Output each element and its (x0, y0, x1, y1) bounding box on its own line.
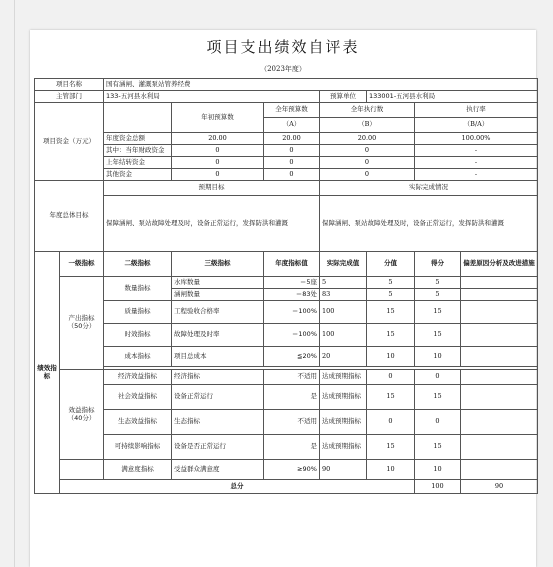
level3-cell: 工程验收合格率 (172, 301, 264, 324)
quantity-label: 数量指标 (104, 277, 172, 301)
score-cell: 0 (367, 410, 415, 435)
year-label: （2023年度） (260, 65, 306, 73)
level2-cell: 可持续影响指标 (104, 435, 172, 460)
hdr-level3: 三级指标 (172, 252, 264, 277)
reason-cell (461, 277, 538, 289)
total-got: 90 (461, 480, 538, 494)
goals-actual-label: 实际完成情况 (320, 181, 538, 196)
level3-cell: 经济指标 (172, 370, 264, 385)
actual-cell: 达成预期指标 (320, 410, 367, 435)
row-goals-header (35, 181, 538, 196)
level2-cell: 时效指标 (104, 324, 172, 347)
score-cell: 15 (367, 385, 415, 410)
document-sheet (30, 30, 536, 567)
reason-cell (461, 435, 538, 460)
reason-cell (461, 347, 538, 367)
page-title: 项目支出绩效自评表 (206, 38, 360, 56)
actual-cell: 达成预期指标 (320, 435, 367, 460)
target-cell: ＝100% (264, 301, 320, 324)
funds-initial: 0 (172, 157, 264, 169)
table-row (35, 277, 538, 289)
level3-cell: 受益群众满意度 (172, 460, 264, 480)
funds-initial: 0 (172, 169, 264, 181)
table-row (35, 324, 538, 347)
col-initial-budget: 年初预算数 (172, 103, 264, 133)
total-label: 总分 (60, 480, 415, 494)
row-funds-header-1 (35, 103, 538, 118)
level2-cell: 经济效益指标 (104, 370, 172, 385)
reason-cell (461, 301, 538, 324)
target-cell: ＝5座 (264, 277, 320, 289)
total-score: 100 (415, 480, 461, 494)
budget-unit-value: 133001-五河县水利局 (367, 91, 538, 103)
row-goals-content (35, 196, 538, 252)
funds-row-label: 年度资金总额 (104, 133, 172, 145)
satisfaction-blank (60, 460, 104, 480)
funds-rate: 100.00% (415, 133, 538, 145)
row-department (35, 91, 538, 103)
target-cell: 不适用 (264, 410, 320, 435)
score-cell: 0 (367, 370, 415, 385)
reason-cell (461, 410, 538, 435)
funds-label: 项目资金（万元） (35, 103, 104, 181)
funds-row-label: 上年结转资金 (104, 157, 172, 169)
funds-rate: - (415, 157, 538, 169)
got-cell: 0 (415, 370, 461, 385)
funds-full: 20.00 (264, 133, 320, 145)
funds-initial: 20.00 (172, 133, 264, 145)
table-row (35, 460, 538, 480)
project-name-value: 国有涵闸、灌溉泵站管养经费 (104, 79, 538, 91)
col-exec: 全年执行数 (320, 103, 415, 118)
funds-exec: 0 (320, 157, 415, 169)
level2-cell: 质量指标 (104, 301, 172, 324)
level2-cell: 满意度指标 (104, 460, 172, 480)
level3-cell: 设备是否正常运行 (172, 435, 264, 460)
level2-cell: 成本指标 (104, 347, 172, 367)
target-cell: 不适用 (264, 370, 320, 385)
goals-planned-label: 预期目标 (104, 181, 320, 196)
reason-cell (461, 370, 538, 385)
actual-cell: 5 (320, 277, 367, 289)
actual-cell: 达成预期指标 (320, 370, 367, 385)
got-cell: 10 (415, 347, 461, 367)
level3-cell: 涵闸数量 (172, 289, 264, 301)
output-group-label: 产出指标（50分） (60, 277, 104, 370)
target-cell: ＝83处 (264, 289, 320, 301)
hdr-level1: 一级指标 (60, 252, 104, 277)
actual-cell: 90 (320, 460, 367, 480)
score-cell: 10 (367, 460, 415, 480)
hdr-actual: 实际完成值 (320, 252, 367, 277)
funds-full: 0 (264, 169, 320, 181)
got-cell: 5 (415, 277, 461, 289)
row-perf-header (35, 252, 538, 277)
level3-cell: 生态指标 (172, 410, 264, 435)
dept-label: 主管部门 (35, 91, 104, 103)
hdr-score: 分值 (367, 252, 415, 277)
row-funds-other (35, 169, 538, 181)
got-cell: 0 (415, 410, 461, 435)
got-cell: 5 (415, 289, 461, 301)
score-cell: 5 (367, 277, 415, 289)
row-funds-carryover (35, 157, 538, 169)
perf-label: 绩效指标 (35, 252, 60, 494)
table-row (35, 385, 538, 410)
funds-blank-cell (104, 103, 172, 133)
reason-cell (461, 385, 538, 410)
funds-exec: 0 (320, 169, 415, 181)
funds-rate: - (415, 169, 538, 181)
actual-cell: 100 (320, 324, 367, 347)
got-cell: 15 (415, 435, 461, 460)
target-cell: 是 (264, 435, 320, 460)
level2-cell: 生态效益指标 (104, 410, 172, 435)
col-rate: 执行率 (415, 103, 538, 118)
score-cell: 15 (367, 435, 415, 460)
project-name-label: 项目名称 (35, 79, 104, 91)
goals-planned-text: 保障涵闸、泵站故障处理及时，设备正常运行，发挥防洪和灌溉 (104, 196, 320, 252)
col-rate-code: （B/A） (415, 118, 538, 133)
funds-row-label: 其中：当年财政资金 (104, 145, 172, 157)
hdr-got: 得分 (415, 252, 461, 277)
level3-cell: 故障处理及时率 (172, 324, 264, 347)
table-row (35, 435, 538, 460)
funds-initial: 0 (172, 145, 264, 157)
funds-rate: - (415, 145, 538, 157)
got-cell: 15 (415, 301, 461, 324)
score-cell: 10 (367, 347, 415, 367)
target-cell: ≦20% (264, 347, 320, 367)
level3-cell: 项目总成本 (172, 347, 264, 367)
dept-value: 133-五河县水利局 (104, 91, 320, 103)
score-cell: 15 (367, 301, 415, 324)
left-scroll-strip (9, 0, 15, 567)
got-cell: 15 (415, 385, 461, 410)
funds-row-label: 其他资金 (104, 169, 172, 181)
actual-cell: 100 (320, 301, 367, 324)
actual-cell: 达成预期指标 (320, 385, 367, 410)
target-cell: ≥90% (264, 460, 320, 480)
effect-group-label: 效益指标（40分） (60, 370, 104, 460)
table-row (35, 347, 538, 367)
table-row (35, 410, 538, 435)
level3-cell: 设备正常运行 (172, 385, 264, 410)
funds-full: 0 (264, 157, 320, 169)
reason-cell (461, 460, 538, 480)
funds-full: 0 (264, 145, 320, 157)
col-exec-code: （B） (320, 118, 415, 133)
target-cell: ＝100% (264, 324, 320, 347)
budget-unit-label: 预算单位 (320, 91, 367, 103)
table-row (35, 301, 538, 324)
actual-cell: 83 (320, 289, 367, 301)
reason-cell (461, 324, 538, 347)
got-cell: 10 (415, 460, 461, 480)
table-row (35, 370, 538, 385)
goals-actual-text: 保障涵闸、泵站故障处理及时，设备正常运行，发挥防洪和灌溉 (320, 196, 538, 252)
row-funds-total (35, 133, 538, 145)
actual-cell: 20 (320, 347, 367, 367)
col-full-code: （A） (264, 118, 320, 133)
reason-cell (461, 289, 538, 301)
evaluation-table (34, 78, 538, 494)
hdr-level2: 二级指标 (104, 252, 172, 277)
target-cell: 是 (264, 385, 320, 410)
row-funds-fiscal (35, 145, 538, 157)
funds-exec: 0 (320, 145, 415, 157)
funds-exec: 20.00 (320, 133, 415, 145)
hdr-target: 年度指标值 (264, 252, 320, 277)
score-cell: 5 (367, 289, 415, 301)
got-cell: 15 (415, 324, 461, 347)
score-cell: 15 (367, 324, 415, 347)
col-full-budget: 全年预算数 (264, 103, 320, 118)
level3-cell: 水库数量 (172, 277, 264, 289)
hdr-reason: 偏差原因分析及改进措施 (461, 252, 538, 277)
level2-cell: 社会效益指标 (104, 385, 172, 410)
row-project-name (35, 79, 538, 91)
goals-label: 年度总体目标 (35, 181, 104, 252)
row-total (35, 480, 538, 494)
